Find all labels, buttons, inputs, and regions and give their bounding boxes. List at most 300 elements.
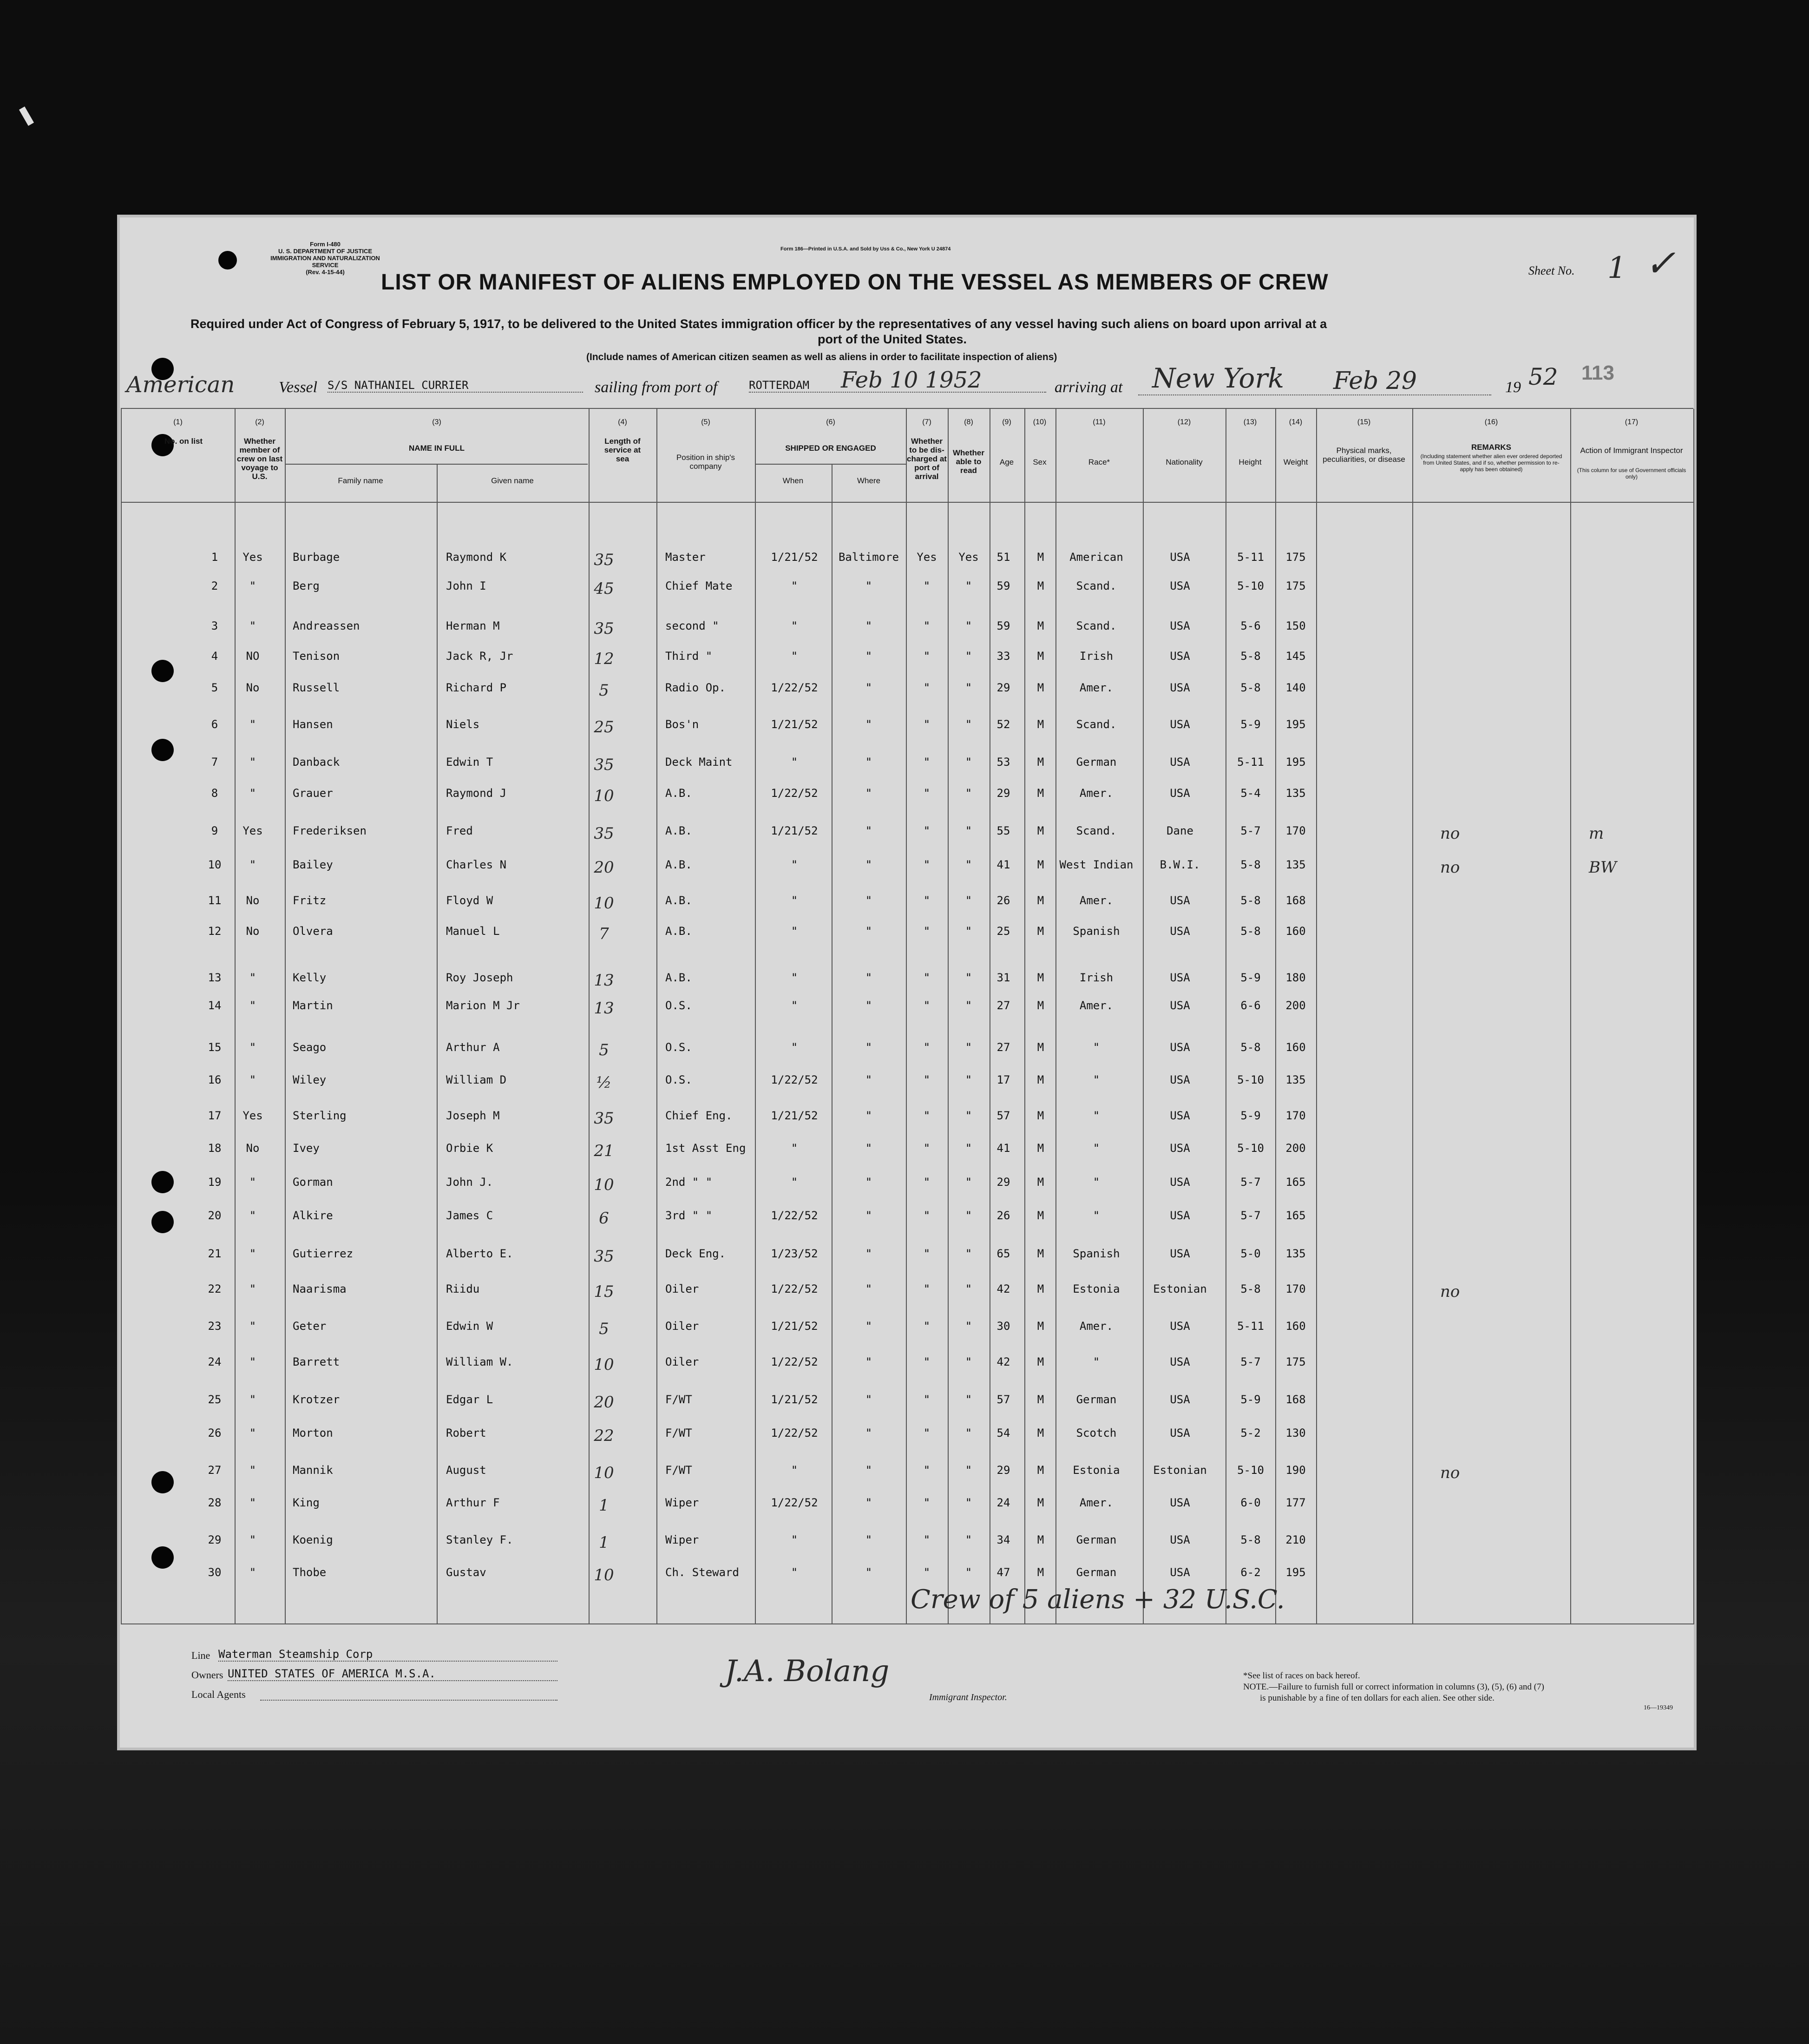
header-nationality: Nationality	[1166, 458, 1203, 467]
cell-family: Koenig	[293, 1533, 333, 1546]
cell-read: "	[965, 894, 972, 907]
cell-position: Ch. Steward	[665, 1566, 739, 1579]
cell-no: 20	[208, 1209, 222, 1222]
cell-position: 3rd " "	[665, 1209, 713, 1222]
cell-member: "	[249, 579, 256, 592]
cell-no: 19	[208, 1176, 222, 1189]
cell-no: 25	[208, 1393, 222, 1406]
cell-service: 1	[599, 1533, 609, 1552]
cell-age: 57	[996, 1109, 1010, 1122]
cell-age: 31	[996, 971, 1010, 984]
cell-discharged: "	[923, 756, 931, 769]
cell-service: 6	[599, 1209, 609, 1228]
cell-height: 5-10	[1237, 1464, 1264, 1477]
cell-sex: M	[1037, 1142, 1044, 1155]
header-discharged: Whether to be dis-charged at port of arrival	[907, 437, 947, 481]
cell-weight: 175	[1285, 579, 1306, 592]
cell-no: 12	[208, 925, 222, 938]
col-border	[1316, 409, 1317, 1624]
cell-service: 13	[594, 999, 614, 1018]
cell-family: Danback	[293, 756, 340, 769]
cell-read: "	[965, 858, 972, 871]
col-border	[1275, 409, 1276, 1624]
cell-age: 42	[996, 1282, 1010, 1295]
col-number: (7)	[922, 418, 931, 426]
cell-sex: M	[1037, 650, 1044, 663]
cell-position: F/WT	[665, 1464, 692, 1477]
cell-family: Burbage	[293, 551, 340, 564]
cell-no: 15	[208, 1041, 222, 1054]
cell-position: A.B.	[665, 787, 692, 800]
cell-no: 3	[211, 619, 218, 632]
col-number: (17)	[1625, 418, 1639, 426]
cell-sex: M	[1037, 787, 1044, 800]
cell-read: "	[965, 1209, 972, 1222]
col-number: (3)	[432, 418, 441, 426]
cell-member: "	[249, 1533, 256, 1546]
cell-given: John J.	[446, 1176, 493, 1189]
cell-given: Edwin W	[446, 1320, 493, 1333]
cell-family: Barrett	[293, 1355, 340, 1368]
cell-read: "	[965, 1176, 972, 1189]
cell-nationality: USA	[1170, 1566, 1190, 1579]
check-mark: ✓	[1645, 242, 1676, 285]
cell-service: 10	[594, 1464, 614, 1482]
cell-where: "	[865, 999, 872, 1012]
cell-sex: M	[1037, 1393, 1044, 1406]
cell-service: 10	[594, 787, 614, 805]
cell-remarks: no	[1440, 858, 1460, 877]
cell-sex: M	[1037, 858, 1044, 871]
sailing-date: Feb 10 1952	[841, 367, 982, 393]
cell-member: No	[246, 894, 260, 907]
cell-sex: M	[1037, 619, 1044, 632]
cell-weight: 175	[1285, 551, 1306, 564]
cell-where: "	[865, 718, 872, 731]
cell-no: 8	[211, 787, 218, 800]
inspector-label: Immigrant Inspector.	[929, 1692, 1007, 1702]
summary-note: Crew of 5 aliens + 32 U.S.C.	[911, 1584, 1285, 1615]
cell-age: 29	[996, 1464, 1010, 1477]
cell-when: "	[791, 619, 798, 632]
cell-given: Arthur A	[446, 1041, 500, 1054]
cell-where: "	[865, 1320, 872, 1333]
cell-nationality: USA	[1170, 971, 1190, 984]
header-where: Where	[857, 476, 881, 485]
footer-agents-label: Local Agents	[191, 1689, 246, 1700]
cell-read: "	[965, 824, 972, 837]
header-action: Action of Immigrant Inspector	[1580, 446, 1683, 455]
cell-when: "	[791, 1566, 798, 1579]
year-suffix: 52	[1528, 363, 1558, 390]
cell-age: 41	[996, 858, 1010, 871]
header-no-on-list: No. on list	[164, 437, 203, 446]
cell-sex: M	[1037, 1426, 1044, 1439]
cell-service: 5	[599, 1320, 609, 1338]
note-line1: NOTE.—Failure to furnish full or correct information in columns (3), (5), (6) and (7)	[1243, 1682, 1544, 1692]
cell-discharged: "	[923, 1073, 931, 1086]
table-row	[0, 1109, 1809, 1128]
table-row	[0, 681, 1809, 700]
cell-age: 59	[996, 579, 1010, 592]
cell-family: King	[293, 1496, 320, 1509]
cell-family: Andreassen	[293, 619, 360, 632]
cell-age: 26	[996, 1209, 1010, 1222]
punch-hole	[151, 1211, 174, 1233]
cell-when: "	[791, 579, 798, 592]
cell-discharged: "	[923, 579, 931, 592]
table-row	[0, 1496, 1809, 1515]
cell-nationality: USA	[1170, 718, 1190, 731]
cell-discharged: "	[923, 1209, 931, 1222]
footer-line-label: Line	[191, 1650, 210, 1661]
cell-given: Stanley F.	[446, 1533, 513, 1546]
cell-age: 65	[996, 1247, 1010, 1260]
cell-no: 29	[208, 1533, 222, 1546]
cell-given: Herman M	[446, 619, 500, 632]
cell-height: 5-10	[1237, 1073, 1264, 1086]
cell-weight: 210	[1285, 1533, 1306, 1546]
vessel-name: S/S NATHANIEL CURRIER	[328, 379, 583, 393]
cell-where: Baltimore	[838, 551, 899, 564]
cell-remarks: no	[1440, 824, 1460, 843]
cell-weight: 150	[1285, 619, 1306, 632]
cell-no: 28	[208, 1496, 222, 1509]
cell-service: ½	[596, 1073, 612, 1092]
table-row	[0, 1282, 1809, 1301]
cell-discharged: "	[923, 824, 931, 837]
cell-no: 2	[211, 579, 218, 592]
cell-nationality: USA	[1170, 1109, 1190, 1122]
cell-discharged: "	[923, 650, 931, 663]
cell-read: "	[965, 650, 972, 663]
cell-nationality: USA	[1170, 551, 1190, 564]
cell-given: Niels	[446, 718, 480, 731]
cell-discharged: "	[923, 1355, 931, 1368]
cell-family: Naarisma	[293, 1282, 347, 1295]
cell-no: 7	[211, 756, 218, 769]
col-number: (8)	[964, 418, 973, 426]
cell-position: second "	[665, 619, 719, 632]
cell-where: "	[865, 1426, 872, 1439]
table-header-bottom	[121, 502, 1693, 503]
cell-height: 5-7	[1240, 1209, 1261, 1222]
cell-member: "	[249, 718, 256, 731]
cell-nationality: USA	[1170, 894, 1190, 907]
header-family-name: Family name	[338, 476, 383, 485]
header-whether-member: Whether member of crew on last voyage to U.S.	[236, 437, 283, 481]
table-row	[0, 1355, 1809, 1374]
cell-nationality: USA	[1170, 787, 1190, 800]
cell-race: Amer.	[1079, 894, 1114, 907]
cell-read: "	[965, 579, 972, 592]
cell-position: A.B.	[665, 824, 692, 837]
cell-read: "	[965, 681, 972, 694]
cell-height: 5-10	[1237, 1142, 1264, 1155]
cell-nationality: USA	[1170, 1533, 1190, 1546]
cell-no: 17	[208, 1109, 222, 1122]
cell-member: "	[249, 1041, 256, 1054]
page-stamp: 113	[1581, 361, 1614, 384]
cell-service: 20	[594, 1393, 614, 1412]
cell-when: "	[791, 650, 798, 663]
cell-member: NO	[246, 650, 260, 663]
cell-position: Radio Op.	[665, 681, 726, 694]
cell-age: 42	[996, 1355, 1010, 1368]
cell-when: 1/21/52	[771, 551, 818, 564]
col-border	[589, 409, 590, 1624]
cell-remarks: no	[1440, 1464, 1460, 1482]
cell-weight: 170	[1285, 824, 1306, 837]
cell-family: Sterling	[293, 1109, 347, 1122]
cell-race: "	[1093, 1209, 1100, 1222]
cell-when: 1/21/52	[771, 1109, 818, 1122]
col-number: (10)	[1033, 418, 1047, 426]
cell-height: 6-6	[1240, 999, 1261, 1012]
cell-family: Hansen	[293, 718, 333, 731]
cell-where: "	[865, 756, 872, 769]
cell-read: "	[965, 925, 972, 938]
cell-race: Amer.	[1079, 1320, 1114, 1333]
cell-where: "	[865, 1464, 872, 1477]
form-header-left	[269, 241, 381, 276]
cell-when: "	[791, 1142, 798, 1155]
cell-position: Chief Eng.	[665, 1109, 733, 1122]
cell-member: Yes	[243, 1109, 263, 1122]
cell-age: 24	[996, 1496, 1010, 1509]
cell-given: James C	[446, 1209, 493, 1222]
cell-age: 33	[996, 650, 1010, 663]
cell-when: "	[791, 1176, 798, 1189]
cell-where: "	[865, 579, 872, 592]
cell-race: "	[1093, 1142, 1100, 1155]
col-number: (6)	[826, 418, 835, 426]
punch-hole	[151, 739, 174, 761]
cell-member: Yes	[243, 824, 263, 837]
cell-height: 5-8	[1240, 681, 1261, 694]
cell-where: "	[865, 1142, 872, 1155]
cell-discharged: "	[923, 1464, 931, 1477]
cell-sex: M	[1037, 1109, 1044, 1122]
cell-family: Morton	[293, 1426, 333, 1439]
footer-owners-label: Owners	[191, 1669, 223, 1681]
cell-family: Thobe	[293, 1566, 327, 1579]
subtitle-line2: port of the United States.	[818, 332, 967, 346]
cell-family: Frederiksen	[293, 824, 367, 837]
cell-sex: M	[1037, 1209, 1044, 1222]
cell-weight: 195	[1285, 1566, 1306, 1579]
agency-line1: U. S. DEPARTMENT OF JUSTICE	[278, 248, 372, 255]
cell-sex: M	[1037, 1496, 1044, 1509]
cell-age: 25	[996, 925, 1010, 938]
cell-discharged: "	[923, 1247, 931, 1260]
cell-race: "	[1093, 1073, 1100, 1086]
cell-position: O.S.	[665, 1041, 692, 1054]
cell-height: 5-0	[1240, 1247, 1261, 1260]
cell-no: 16	[208, 1073, 222, 1086]
cell-given: Roy Joseph	[446, 971, 513, 984]
cell-given: Edgar L	[446, 1393, 493, 1406]
cell-nationality: B.W.I.	[1160, 858, 1200, 871]
cell-discharged: "	[923, 999, 931, 1012]
cell-position: Deck Maint	[665, 756, 733, 769]
cell-when: 1/21/52	[771, 824, 818, 837]
cell-where: "	[865, 787, 872, 800]
cell-family: Geter	[293, 1320, 327, 1333]
cell-when: "	[791, 894, 798, 907]
subtitle-line3: (Include names of American citizen seamen as well as aliens in order to facilitate inspection of aliens)	[586, 352, 1057, 362]
cell-service: 15	[594, 1282, 614, 1301]
header-shipped-engaged: SHIPPED OR ENGAGED	[785, 444, 876, 453]
header-physical-marks: Physical marks, peculiarities, or disease	[1323, 446, 1405, 464]
col-number: (9)	[1002, 418, 1011, 426]
cell-weight: 190	[1285, 1464, 1306, 1477]
cell-when: "	[791, 756, 798, 769]
cell-age: 59	[996, 619, 1010, 632]
cell-nationality: USA	[1170, 1041, 1190, 1054]
cell-position: Master	[665, 551, 706, 564]
cell-sex: M	[1037, 551, 1044, 564]
table-top-border	[121, 408, 1693, 409]
cell-no: 10	[208, 858, 222, 871]
cell-weight: 170	[1285, 1282, 1306, 1295]
sailing-port: ROTTERDAM	[749, 379, 1046, 393]
sailing-label: sailing from port of	[595, 379, 718, 396]
cell-no: 26	[208, 1426, 222, 1439]
cell-discharged: "	[923, 1496, 931, 1509]
cell-family: Martin	[293, 999, 333, 1012]
vessel-label: Vessel	[279, 379, 318, 396]
cell-read: "	[965, 619, 972, 632]
cell-race: Amer.	[1079, 681, 1114, 694]
cell-race: Amer.	[1079, 999, 1114, 1012]
cell-where: "	[865, 1109, 872, 1122]
cell-sex: M	[1037, 1320, 1044, 1333]
cell-height: 5-8	[1240, 1282, 1261, 1295]
cell-sex: M	[1037, 1247, 1044, 1260]
cell-no: 30	[208, 1566, 222, 1579]
cell-service: 35	[594, 1247, 614, 1266]
cell-nationality: USA	[1170, 1142, 1190, 1155]
cell-family: Bailey	[293, 858, 333, 871]
col-border	[1055, 409, 1056, 1624]
cell-sex: M	[1037, 1041, 1044, 1054]
cell-race: "	[1093, 1109, 1100, 1122]
table-row	[0, 619, 1809, 638]
cell-nationality: USA	[1170, 999, 1190, 1012]
col-border	[121, 409, 122, 1624]
cell-where: "	[865, 1041, 872, 1054]
cell-height: 5-11	[1237, 756, 1264, 769]
col-number: (2)	[255, 418, 264, 426]
cell-service: 35	[594, 1109, 614, 1128]
cell-nationality: USA	[1170, 1496, 1190, 1509]
cell-position: Oiler	[665, 1320, 699, 1333]
cell-race: "	[1093, 1176, 1100, 1189]
note-line2: is punishable by a fine of ten dollars for each alien. See other side.	[1260, 1693, 1494, 1703]
col-number: (5)	[701, 418, 710, 426]
cell-family: Kelly	[293, 971, 327, 984]
cell-age: 26	[996, 894, 1010, 907]
cell-height: 5-11	[1237, 551, 1264, 564]
cell-discharged: "	[923, 1533, 931, 1546]
cell-given: Fred	[446, 824, 473, 837]
cell-position: 2nd " "	[665, 1176, 713, 1189]
cell-nationality: USA	[1170, 756, 1190, 769]
cell-discharged: "	[923, 1566, 931, 1579]
cell-member: No	[246, 1142, 260, 1155]
cell-no: 6	[211, 718, 218, 731]
cell-height: 5-8	[1240, 1041, 1261, 1054]
cell-member: "	[249, 971, 256, 984]
cell-when: 1/22/52	[771, 1209, 818, 1222]
cell-nationality: Estonian	[1153, 1464, 1207, 1477]
cell-read: "	[965, 1041, 972, 1054]
cell-height: 6-2	[1240, 1566, 1261, 1579]
subtitle-line1: Required under Act of Congress of February 5, 1917, to be delivered to the United States immigration officer by the representatives of any vessel having such aliens on board upon arrival at a	[190, 317, 1327, 331]
cell-weight: 170	[1285, 1109, 1306, 1122]
cell-position: A.B.	[665, 894, 692, 907]
cell-read: "	[965, 1109, 972, 1122]
cell-nationality: USA	[1170, 1209, 1190, 1222]
cell-discharged: "	[923, 858, 931, 871]
cell-where: "	[865, 1073, 872, 1086]
cell-weight: 165	[1285, 1176, 1306, 1189]
cell-sex: M	[1037, 1464, 1044, 1477]
cell-height: 5-9	[1240, 1393, 1261, 1406]
cell-where: "	[865, 1282, 872, 1295]
header-race: Race*	[1088, 458, 1110, 467]
cell-given: Gustav	[446, 1566, 486, 1579]
cell-discharged: Yes	[917, 551, 937, 564]
table-row	[0, 1073, 1809, 1092]
cell-race: Irish	[1079, 650, 1114, 663]
cell-race: Amer.	[1079, 1496, 1114, 1509]
cell-race: "	[1093, 1355, 1100, 1368]
cell-when: "	[791, 971, 798, 984]
sheet-number: 1	[1607, 251, 1626, 285]
cell-member: "	[249, 1320, 256, 1333]
cell-family: Krotzer	[293, 1393, 340, 1406]
cell-where: "	[865, 1496, 872, 1509]
col-number: (14)	[1289, 418, 1303, 426]
cell-service: 35	[594, 619, 614, 638]
header-when: When	[782, 476, 804, 485]
col-number: (13)	[1243, 418, 1257, 426]
cell-read: Yes	[958, 551, 979, 564]
header-sex: Sex	[1033, 458, 1047, 467]
cell-age: 27	[996, 1041, 1010, 1054]
col-border	[656, 409, 657, 1624]
cell-family: Mannik	[293, 1464, 333, 1477]
cell-service: 35	[594, 824, 614, 843]
cell-member: "	[249, 756, 256, 769]
cell-sex: M	[1037, 824, 1044, 837]
cell-sex: M	[1037, 1355, 1044, 1368]
cell-no: 27	[208, 1464, 222, 1477]
cell-nationality: Dane	[1167, 824, 1193, 837]
cell-discharged: "	[923, 1176, 931, 1189]
cell-member: Yes	[243, 551, 263, 564]
cell-family: Tenison	[293, 650, 340, 663]
cell-discharged: "	[923, 1041, 931, 1054]
cell-height: 5-8	[1240, 894, 1261, 907]
cell-member: "	[249, 1355, 256, 1368]
cell-no: 18	[208, 1142, 222, 1155]
cell-when: "	[791, 999, 798, 1012]
cell-height: 5-7	[1240, 824, 1261, 837]
cell-member: "	[249, 1566, 256, 1579]
